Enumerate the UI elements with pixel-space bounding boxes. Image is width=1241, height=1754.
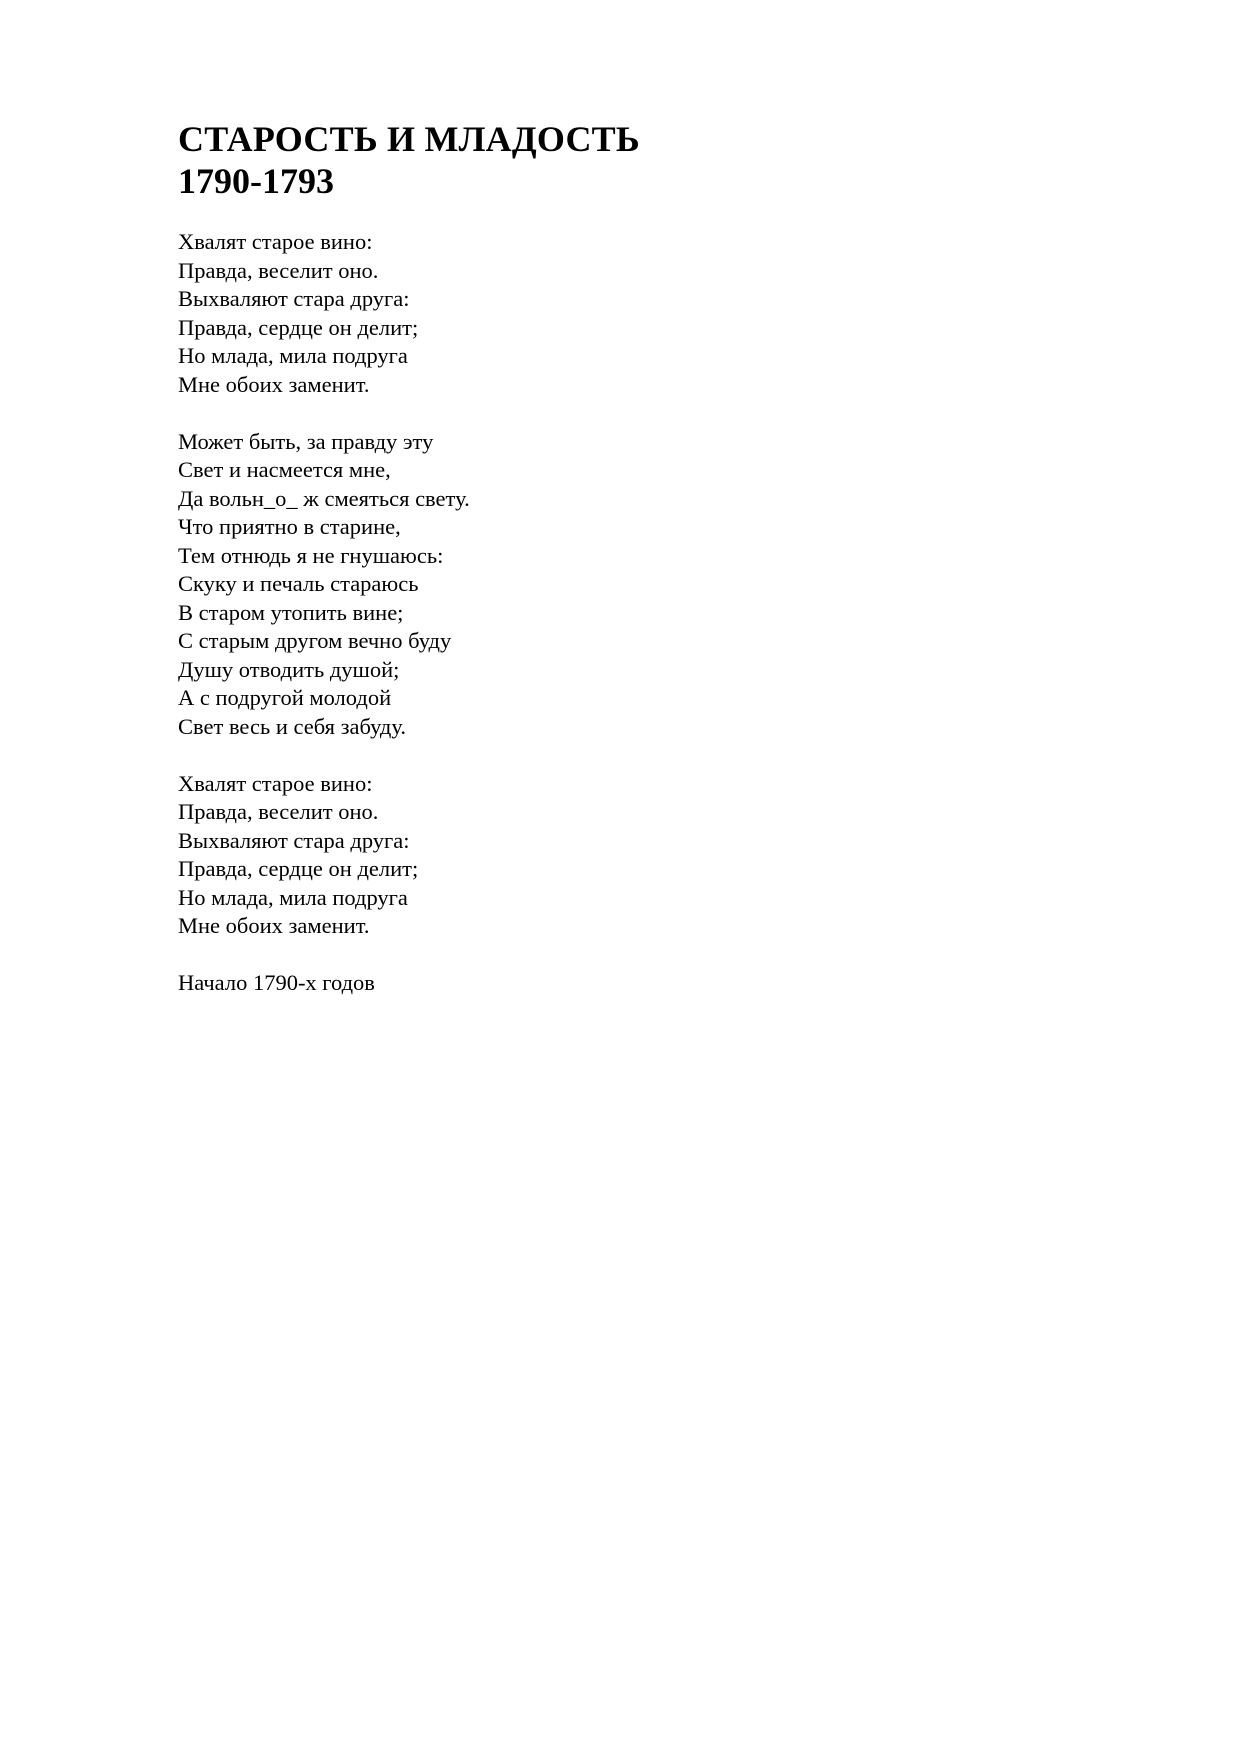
verse-line: Но млада, мила подруга xyxy=(178,884,408,910)
verse-line: В старом утопить вине; xyxy=(178,599,404,625)
verse-line: Правда, веселит оно. xyxy=(178,799,379,824)
stanza xyxy=(178,770,1078,941)
poem-body xyxy=(178,228,1078,998)
verse-line: Может быть, за правду эту xyxy=(178,428,434,454)
verse-line: Скуку и печаль стараюсь xyxy=(178,571,419,596)
poem-title: СТАРОСТЬ И МЛАДОСТЬ xyxy=(178,119,640,159)
verse-line: Да вольн_о_ ж смеяться свету. xyxy=(178,485,470,511)
verse-line: Но млада, мила подруга xyxy=(178,343,408,368)
stanza xyxy=(178,428,1078,742)
verse-line: А с подругой молодой xyxy=(178,685,392,710)
poem-date: 1790-1793 xyxy=(178,161,334,201)
verse-line: Выхваляют стара друга: xyxy=(178,286,410,311)
verse-line: Тем отнюдь я не гнушаюсь: xyxy=(178,542,444,568)
verse-line: Душу отводить душой; xyxy=(178,656,400,682)
document-content xyxy=(178,118,1078,998)
verse-line: Правда, сердце он делит; xyxy=(178,856,419,881)
verse-line: Мне обоих заменит. xyxy=(178,913,370,938)
verse-line: Хвалят старое вино: xyxy=(178,229,373,254)
verse-line: Свет и насмеется мне, xyxy=(178,457,391,482)
verse-line: Мне обоих заменит. xyxy=(178,371,370,397)
verse-line: Свет весь и себя забуду. xyxy=(178,713,406,739)
verse-line: Правда, веселит оно. xyxy=(178,257,379,283)
verse-line: Правда, сердце он делит; xyxy=(178,314,419,340)
verse-line: С старым другом вечно буду xyxy=(178,628,452,653)
verse-line: Что приятно в старине, xyxy=(178,514,401,539)
verse-line: Хвалят старое вино: xyxy=(178,770,373,796)
verse-line: Выхваляют стара друга: xyxy=(178,827,410,853)
stanza xyxy=(178,228,1078,399)
composition-date-note: Начало 1790-х годов xyxy=(178,970,375,995)
